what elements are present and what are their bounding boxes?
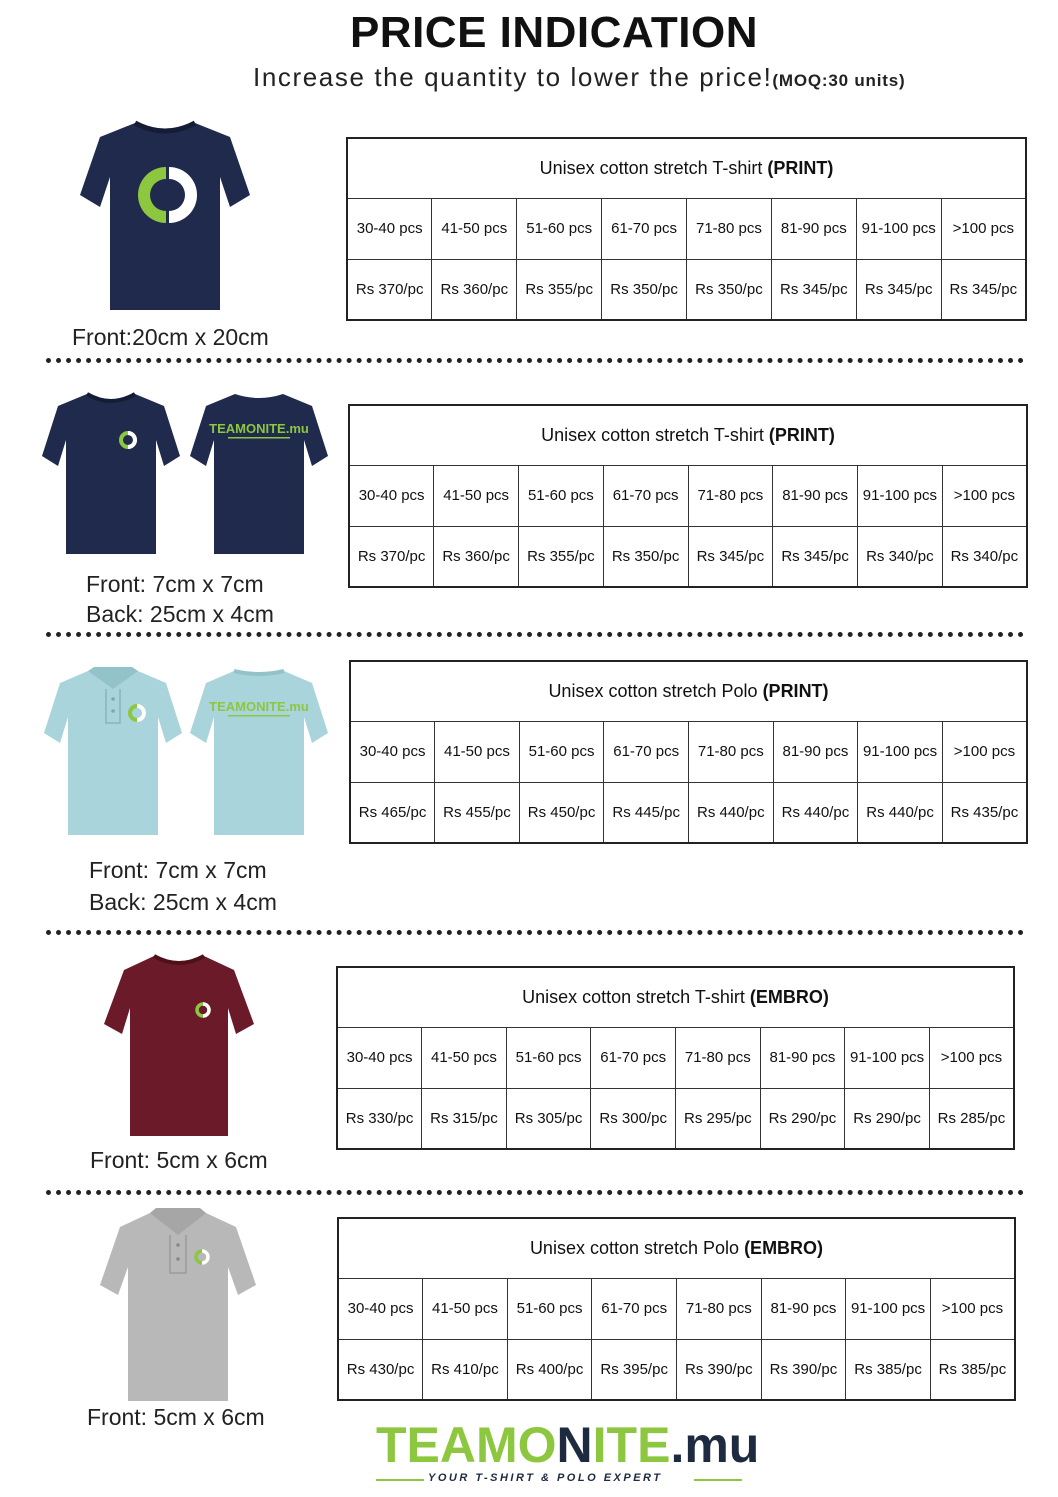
tshirt-front-image (42, 388, 180, 558)
quantity-row (347, 198, 1026, 259)
price-table-tshirt-embro (336, 966, 1015, 1150)
embro-dims-front: Front: 5cm x 6cm (90, 1147, 268, 1173)
price-cell: Rs 435/pc (942, 782, 1027, 843)
qty-cell: 30-40 pcs (338, 1278, 423, 1339)
qty-cell: 91-100 pcs (856, 198, 941, 259)
qty-cell: 81-90 pcs (773, 465, 858, 526)
price-cell: Rs 440/pc (858, 782, 943, 843)
price-cell: Rs 385/pc (930, 1339, 1015, 1400)
price-cell: Rs 400/pc (507, 1339, 592, 1400)
qty-cell: 71-80 pcs (689, 721, 774, 782)
qty-cell: 91-100 pcs (858, 465, 943, 526)
qty-cell: >100 pcs (930, 1278, 1015, 1339)
section-divider (46, 1190, 1024, 1195)
qty-cell: >100 pcs (941, 198, 1026, 259)
polo-front-image (100, 1205, 256, 1405)
price-table-tshirt-print-large (346, 137, 1027, 321)
qty-cell: 41-50 pcs (423, 1278, 508, 1339)
price-cell: Rs 390/pc (677, 1339, 762, 1400)
product-method: (PRINT) (768, 424, 835, 445)
section-divider (46, 632, 1024, 637)
price-table-polo-embro (337, 1217, 1016, 1401)
qty-cell: 61-70 pcs (604, 721, 689, 782)
print-dims-front: Front:20cm x 20cm (72, 324, 269, 350)
table-header (349, 405, 1027, 465)
quantity-row (338, 1278, 1015, 1339)
product-name: Unisex cotton stretch Polo (529, 1237, 740, 1258)
price-cell: Rs 290/pc (760, 1088, 845, 1149)
quantity-row (350, 721, 1027, 782)
qty-cell: 30-40 pcs (347, 198, 432, 259)
product-name: Unisex cotton stretch T-shirt (539, 157, 763, 178)
product-name: Unisex cotton stretch T-shirt (522, 986, 745, 1007)
logo-wordmark: TEAMONITE.mu (376, 1417, 760, 1473)
page-title: PRICE INDICATION (349, 8, 759, 57)
product-method: (EMBRO) (744, 1237, 824, 1258)
price-cell: Rs 290/pc (845, 1088, 930, 1149)
qty-cell: 41-50 pcs (435, 721, 520, 782)
price-cell: Rs 295/pc (676, 1088, 761, 1149)
price-cell: Rs 385/pc (846, 1339, 931, 1400)
polo-back-image (190, 663, 328, 838)
table-header (350, 661, 1027, 721)
price-cell: Rs 350/pc (603, 526, 688, 587)
price-cell: Rs 360/pc (432, 259, 517, 320)
qty-cell: 91-100 pcs (858, 721, 943, 782)
qty-cell: 41-50 pcs (434, 465, 519, 526)
qty-cell: 51-60 pcs (507, 1278, 592, 1339)
price-table-tshirt-print-small (348, 404, 1028, 588)
section-divider (46, 930, 1024, 935)
qty-cell: 81-90 pcs (761, 1278, 846, 1339)
price-cell: Rs 440/pc (689, 782, 774, 843)
tshirt-front-image (104, 950, 254, 1140)
price-row (350, 782, 1027, 843)
price-cell: Rs 340/pc (858, 526, 943, 587)
price-cell: Rs 355/pc (517, 259, 602, 320)
quantity-row (349, 465, 1027, 526)
price-cell: Rs 345/pc (856, 259, 941, 320)
price-cell: Rs 370/pc (347, 259, 432, 320)
quantity-row (337, 1027, 1014, 1088)
product-method: (PRINT) (762, 680, 829, 701)
qty-cell: 61-70 pcs (602, 198, 687, 259)
qty-cell: 51-60 pcs (517, 198, 602, 259)
product-method: (EMBRO) (749, 986, 829, 1007)
price-cell: Rs 350/pc (602, 259, 687, 320)
price-cell: Rs 345/pc (771, 259, 856, 320)
price-cell: Rs 285/pc (929, 1088, 1014, 1149)
qty-cell: 51-60 pcs (519, 465, 604, 526)
tshirt-back-image (190, 388, 328, 558)
price-cell: Rs 430/pc (338, 1339, 423, 1400)
qty-cell: 51-60 pcs (519, 721, 604, 782)
tshirt-front-image (80, 115, 250, 315)
back-print-text: TEAMONITE.mu (209, 699, 309, 714)
qty-cell: 30-40 pcs (349, 465, 434, 526)
polo-front-image (44, 663, 182, 838)
page-subtitle (253, 62, 905, 93)
embro-dims-front: Front: 5cm x 6cm (87, 1404, 265, 1430)
qty-cell: >100 pcs (942, 465, 1027, 526)
price-cell: Rs 445/pc (604, 782, 689, 843)
price-cell: Rs 305/pc (506, 1088, 591, 1149)
qty-cell: 61-70 pcs (592, 1278, 677, 1339)
qty-cell: 91-100 pcs (846, 1278, 931, 1339)
price-cell: Rs 345/pc (773, 526, 858, 587)
price-cell: Rs 465/pc (350, 782, 435, 843)
price-cell: Rs 345/pc (688, 526, 773, 587)
print-dims-front: Front: 7cm x 7cm (86, 571, 264, 597)
price-cell: Rs 395/pc (592, 1339, 677, 1400)
qty-cell: >100 pcs (929, 1027, 1014, 1088)
qty-cell: >100 pcs (942, 721, 1027, 782)
brand-logo (376, 1416, 760, 1491)
price-cell: Rs 350/pc (687, 259, 772, 320)
price-cell: Rs 355/pc (519, 526, 604, 587)
price-cell: Rs 455/pc (435, 782, 520, 843)
back-print-text: TEAMONITE.mu (209, 421, 309, 436)
price-cell: Rs 315/pc (422, 1088, 507, 1149)
qty-cell: 41-50 pcs (422, 1027, 507, 1088)
price-cell: Rs 340/pc (942, 526, 1027, 587)
price-cell: Rs 450/pc (519, 782, 604, 843)
table-header (347, 138, 1026, 198)
qty-cell: 81-90 pcs (760, 1027, 845, 1088)
qty-cell: 30-40 pcs (337, 1027, 422, 1088)
qty-cell: 41-50 pcs (432, 198, 517, 259)
qty-cell: 30-40 pcs (350, 721, 435, 782)
price-cell: Rs 345/pc (941, 259, 1026, 320)
price-row (337, 1088, 1014, 1149)
section-divider (46, 358, 1024, 363)
print-dims-back: Back: 25cm x 4cm (86, 601, 274, 627)
qty-cell: 81-90 pcs (773, 721, 858, 782)
qty-cell: 81-90 pcs (771, 198, 856, 259)
price-cell: Rs 300/pc (591, 1088, 676, 1149)
logo-rule-right (694, 1479, 742, 1481)
product-name: Unisex cotton stretch T-shirt (541, 424, 764, 445)
qty-cell: 71-80 pcs (676, 1027, 761, 1088)
price-cell: Rs 330/pc (337, 1088, 422, 1149)
print-dims-front: Front: 7cm x 7cm (89, 857, 267, 883)
qty-cell: 61-70 pcs (591, 1027, 676, 1088)
qty-cell: 71-80 pcs (677, 1278, 762, 1339)
price-row (349, 526, 1027, 587)
price-row (338, 1339, 1015, 1400)
subtitle-text: Increase the quantity to lower the price! (253, 62, 773, 92)
price-row (347, 259, 1026, 320)
qty-cell: 61-70 pcs (603, 465, 688, 526)
table-header (337, 967, 1014, 1027)
product-name: Unisex cotton stretch Polo (548, 680, 758, 701)
qty-cell: 71-80 pcs (687, 198, 772, 259)
moq-note: (MOQ:30 units) (772, 71, 906, 90)
table-header (338, 1218, 1015, 1278)
qty-cell: 51-60 pcs (506, 1027, 591, 1088)
price-table-polo-print (349, 660, 1028, 844)
price-cell: Rs 410/pc (423, 1339, 508, 1400)
price-cell: Rs 370/pc (349, 526, 434, 587)
product-method: (PRINT) (767, 157, 834, 178)
qty-cell: 71-80 pcs (688, 465, 773, 526)
price-cell: Rs 390/pc (761, 1339, 846, 1400)
logo-rule-left (376, 1479, 424, 1481)
price-cell: Rs 360/pc (434, 526, 519, 587)
qty-cell: 91-100 pcs (845, 1027, 930, 1088)
print-dims-back: Back: 25cm x 4cm (89, 889, 277, 915)
logo-tagline: YOUR T-SHIRT & POLO EXPERT (428, 1472, 663, 1484)
price-cell: Rs 440/pc (773, 782, 858, 843)
